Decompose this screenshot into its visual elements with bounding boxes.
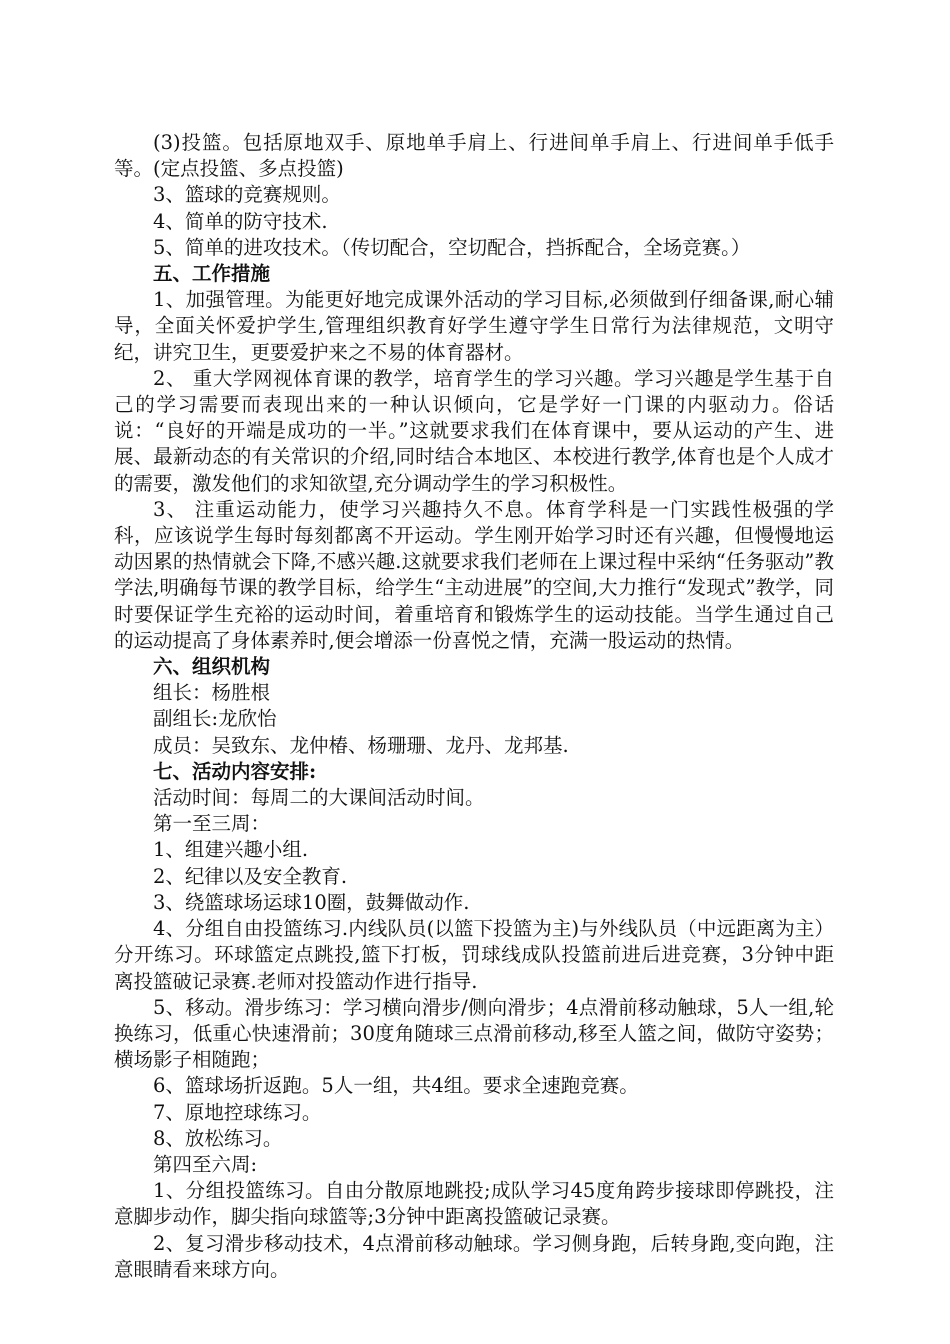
- shooting-paragraph: (3)投篮。包括原地双手、原地单手肩上、行进间单手肩上、行进间单手低手等。(定点投篮、多点投篮): [114, 131, 834, 181]
- weeks-4-6-item-2: 2、复习滑步移动技术，4点滑前移动触球。学习侧身跑，后转身跑,变向跑，注意眼睛看来球方向。: [114, 1231, 834, 1281]
- weeks-1-3-item-4: 4、分组自由投篮练习.内线队员(以篮下投篮为主)与外线队员（中远距离为主）分开练习。环球篮定点跳投,篮下打板，罚球线成队投篮前进后进竞赛，3分钟中距离投篮破记录赛.老师对投篮动作进行指导.: [114, 917, 834, 993]
- section-heading-organization: 六、组织机构: [153, 655, 271, 679]
- defense-item: 4、简单的防守技术.: [153, 209, 328, 233]
- activity-time-line: 活动时间：每周二的大课间活动时间。: [153, 786, 485, 810]
- weeks-1-3-item-2: 2、纪律以及安全教育.: [153, 864, 348, 888]
- offense-item: 5、简单的进攻技术。（传切配合，空切配合，挡拆配合，全场竞赛。）: [153, 235, 751, 259]
- weeks-1-3-item-8: 8、放松练习。: [153, 1126, 283, 1150]
- weeks-1-3-item-3: 3、绕篮球场运球10圈，鼓舞做动作.: [153, 890, 470, 914]
- weeks-1-3-item-7: 7、原地控球练习。: [153, 1100, 322, 1124]
- document-page: [114, 130, 834, 1283]
- weeks-4-6-item-1: 1、分组投篮练习。自由分散原地跳投;成队学习45度角跨步接球即停跳投，注意脚步动作，脚尖指向球篮等;3分钟中距离投篮破记录赛。: [114, 1179, 834, 1229]
- rules-item: 3、篮球的竞赛规则。: [153, 183, 341, 207]
- weeks-1-3-item-1: 1、组建兴趣小组.: [153, 838, 309, 862]
- group-leader-line: 组长：杨胜根: [153, 681, 271, 705]
- measure-paragraph-1: 1、加强管理。为能更好地完成课外活动的学习目标,必须做到仔细备课,耐心辅导，全面关怀爱护学生,管理组织教育好学生遵守学生日常行为法律规范，文明守纪，讲究卫生，更要爱护来之不易的体育器材。: [114, 288, 834, 364]
- section-heading-schedule: 七、活动内容安排:: [153, 759, 317, 783]
- weeks-1-3-heading: 第一至三周：: [153, 812, 271, 836]
- weeks-1-3-item-5: 5、移动。滑步练习：学习横向滑步/侧向滑步；4点滑前移动触球，5人一组,轮换练习，低重心快速滑前；30度角随球三点滑前移动,移至人篮之间，做防守姿势；横场影子相随跑；: [114, 995, 834, 1072]
- deputy-leader-line: 副组长:龙欣怡: [153, 707, 277, 731]
- weeks-1-3-item-6: 6、篮球场折返跑。5人一组，共4组。要求全速跑竞赛。: [153, 1074, 639, 1098]
- weeks-4-6-heading: 第四至六周:: [153, 1152, 258, 1176]
- members-line: 成员：吴致东、龙仲椿、杨珊珊、龙丹、龙邦基.: [153, 733, 569, 757]
- section-heading-measures: 五、工作措施: [153, 262, 271, 286]
- measure-paragraph-3: 3、 注重运动能力，使学习兴趣持久不息。体育学科是一门实践性极强的学科，应该说学生每时每刻都离不开运动。学生刚开始学习时还有兴趣，但慢慢地运动因累的热情就会下降,不感兴趣.这就要求我们老师在上课过程中采纳“任务驱动”教学法,明确每节课的教学目标，给学生“主动进展”的空间,大力推行“发现式”教学，同时要保证学生充裕的运动时间，着重培育和锻炼学生的运动技能。当学生通过自己的运动提高了身体素养时,便会增添一份喜悦之情，充满一股运动的热情。: [114, 497, 834, 652]
- measure-paragraph-2: 2、 重大学网视体育课的教学，培育学生的学习兴趣。学习兴趣是学生基于自己的学习需要而表现出来的一种认识倾向，它是学好一门课的内驱动力。俗话说：“良好的开端是成功的一半。”这就要求我们在体育课中，要从运动的产生、进展、最新动态的有关常识的介绍,同时结合本地区、本校进行教学,体育也是个人成才的需要，激发他们的求知欲望,充分调动学生的学习积极性。: [114, 366, 834, 495]
